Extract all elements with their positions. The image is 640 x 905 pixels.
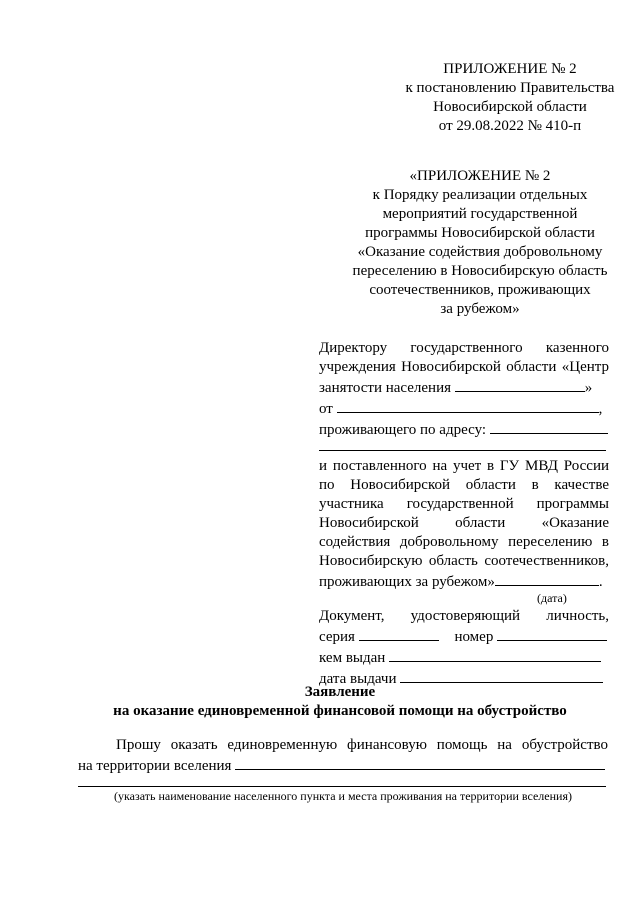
territory-caption: (указать наименование населенного пункта и места проживания на территории вселения)	[114, 789, 572, 803]
addressee-line-5	[319, 419, 609, 440]
addressee-line-3	[319, 377, 609, 398]
registration-line-4: Новосибирской области «Оказание	[319, 515, 609, 531]
registration-line-6: Новосибирскую область соотечественников,	[319, 553, 609, 569]
appendix-quote-line-8: за рубежом»	[440, 301, 520, 317]
appendix-quote	[335, 167, 625, 319]
period: .	[598, 574, 603, 590]
statement-body-line-2	[78, 755, 608, 776]
date-caption: (дата)	[537, 591, 567, 605]
statement-body	[78, 736, 608, 804]
registration-line-2: по Новосибирской области в качестве	[319, 477, 609, 493]
series-field[interactable]	[359, 626, 439, 641]
territory-field[interactable]	[235, 755, 605, 770]
territory-label: на территории вселения	[78, 758, 232, 774]
appendix-quote-line-3: мероприятий государственной	[382, 206, 578, 222]
statement-subtitle: на оказание единовременной финансовой помощи на обустройство	[113, 703, 567, 719]
registration-date-field[interactable]	[495, 571, 599, 586]
applicant-name-field[interactable]	[337, 398, 599, 413]
statement-body-line-1: Прошу оказать единовременную финансовую помощь на обустройство	[116, 737, 608, 753]
center-name-field[interactable]	[455, 377, 585, 392]
issue-date-field[interactable]	[400, 668, 603, 683]
statement-header	[60, 683, 620, 721]
addressee-block	[319, 339, 609, 689]
series-label: серия	[319, 629, 355, 645]
appendix-header	[390, 60, 630, 136]
issued-by-field[interactable]	[389, 647, 601, 662]
address-label: проживающего по адресу:	[319, 422, 487, 438]
abroad-label: проживающих за рубежом»	[319, 574, 495, 590]
appendix-quote-line-1: «ПРИЛОЖЕНИЕ № 2	[409, 168, 551, 184]
registration-line-5: содействия добровольному переселению в	[319, 534, 609, 550]
comma: ,	[598, 401, 603, 417]
registration-line-3: участника государственной программы	[319, 496, 609, 512]
registration-line-1: и поставленного на учет в ГУ МВД России	[319, 458, 609, 474]
statement-title: Заявление	[304, 684, 376, 700]
issued-by-line	[319, 647, 609, 668]
address-continuation-field[interactable]	[319, 440, 606, 451]
appendix-quote-line-4: программы Новосибирской области	[365, 225, 595, 241]
territory-continuation-field[interactable]	[78, 776, 606, 787]
issue-date-label: дата выдачи	[319, 671, 397, 687]
number-label: номер	[454, 629, 494, 645]
series-number-line	[319, 626, 609, 647]
appendix-header-line-3: Новосибирской области	[433, 99, 587, 115]
appendix-quote-line-7: соотечественников, проживающих	[369, 282, 591, 298]
addressee-line-2: учреждения Новосибирской области «Центр	[319, 359, 609, 375]
number-field[interactable]	[497, 626, 607, 641]
addressee-line-4	[319, 398, 609, 419]
closing-quote: »	[584, 380, 593, 396]
appendix-quote-line-5: «Оказание содействия добровольному	[357, 244, 603, 260]
center-label: занятости населения	[319, 380, 452, 396]
from-label: от	[319, 401, 333, 417]
address-field[interactable]	[490, 419, 608, 434]
appendix-header-line-4: от 29.08.2022 № 410-п	[438, 118, 582, 134]
appendix-quote-line-2: к Порядку реализации отдельных	[372, 187, 588, 203]
appendix-header-line-1: ПРИЛОЖЕНИЕ № 2	[443, 61, 577, 77]
issued-by-label: кем выдан	[319, 650, 386, 666]
addressee-line-1: Директору государственного казенного	[319, 340, 609, 356]
identity-doc-line: Документ, удостоверяющий личность,	[319, 608, 609, 624]
appendix-header-line-2: к постановлению Правительства	[405, 80, 615, 96]
registration-line-7	[319, 571, 609, 592]
appendix-quote-line-6: переселению в Новосибирскую область	[352, 263, 608, 279]
